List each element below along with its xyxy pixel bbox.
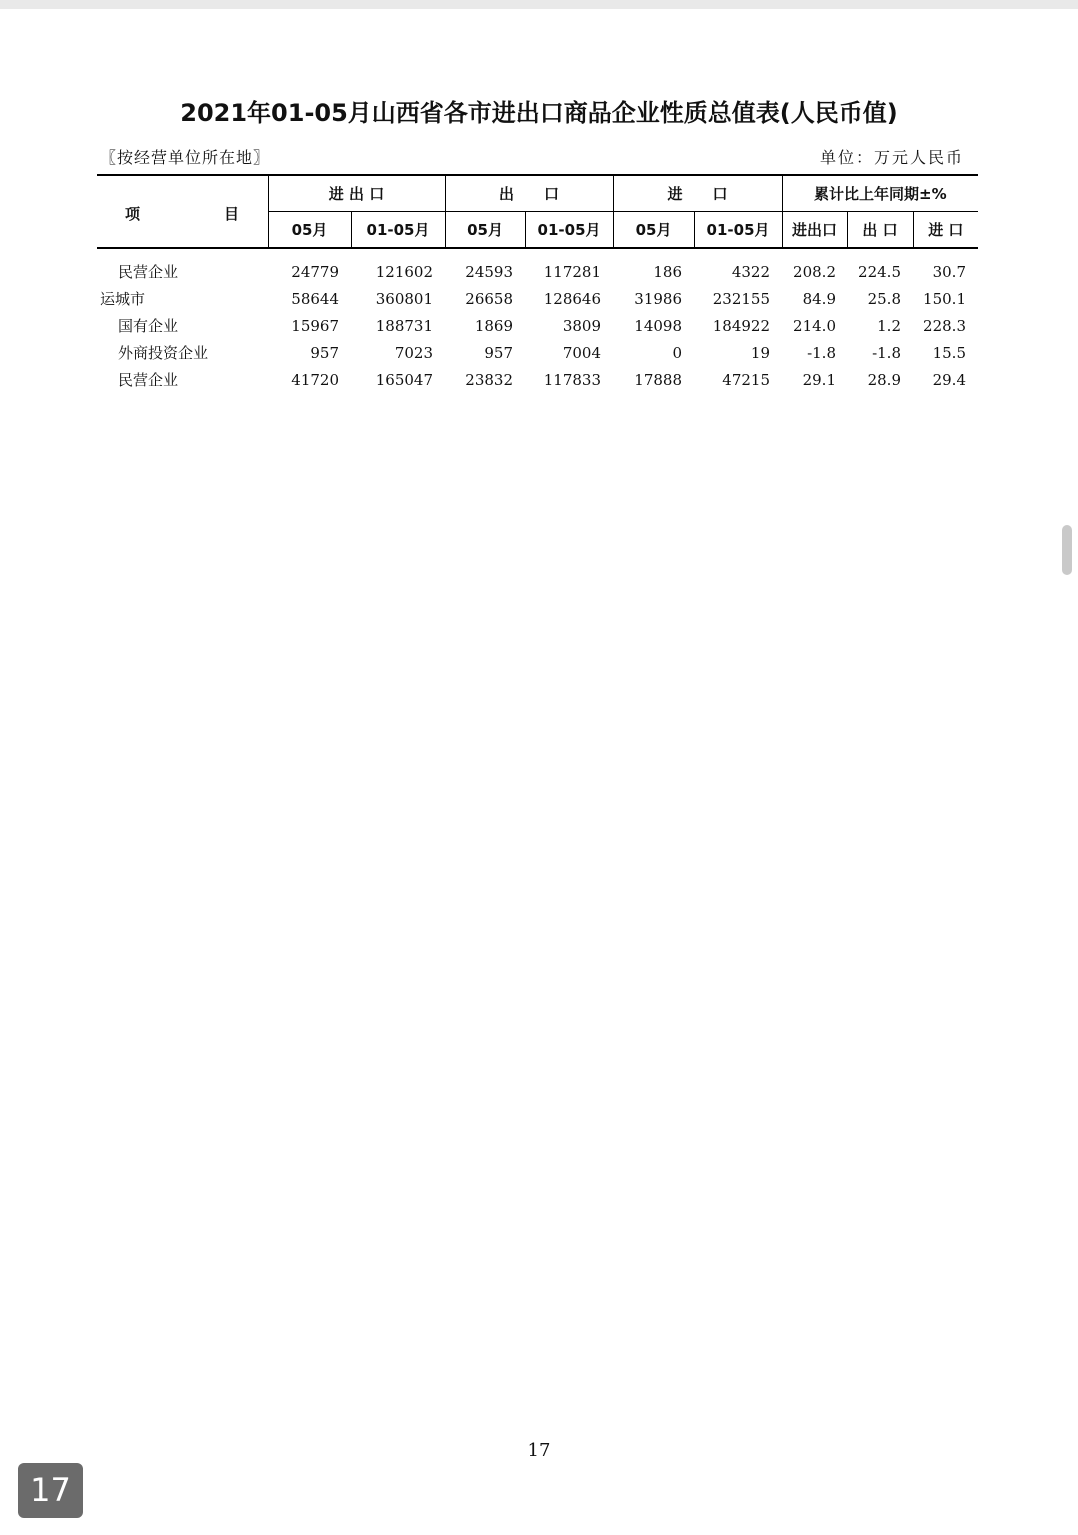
- table-cell: 224.5: [858, 262, 901, 281]
- header-group-yoy: 累计比上年同期±%: [782, 175, 978, 212]
- header-sub-col: 01-05月: [694, 212, 782, 249]
- table-cell: 128646: [543, 289, 601, 308]
- header-group-export: 出 口: [445, 175, 613, 212]
- table-cell: 186: [653, 262, 682, 281]
- table-cell: 121602: [375, 262, 433, 281]
- table-cell: 29.1: [802, 370, 836, 389]
- table-row: [97, 366, 978, 393]
- header-sub-col: 出 口: [847, 212, 913, 249]
- table-cell: 0: [672, 343, 682, 362]
- header-sub-col: 01-05月: [351, 212, 445, 249]
- table-cell: 58644: [291, 289, 339, 308]
- table-cell: 360801: [375, 289, 433, 308]
- top-bar: [0, 0, 1078, 9]
- header-item-cell: [97, 175, 268, 248]
- scrollbar-thumb[interactable]: [1062, 525, 1072, 575]
- table-cell: 14098: [634, 316, 682, 335]
- table-cell: 29.4: [932, 370, 966, 389]
- table-cell: 24593: [465, 262, 513, 281]
- data-table-body: [97, 258, 978, 393]
- table-cell: 25.8: [867, 289, 901, 308]
- table-cell: 26658: [465, 289, 513, 308]
- header-sub-col: 05月: [445, 212, 525, 249]
- header-item-a: 项: [125, 205, 141, 223]
- table-cell: 188731: [375, 316, 433, 335]
- header-sub-col: 进 口: [913, 212, 978, 249]
- table-row: [97, 312, 978, 339]
- table-header: [97, 174, 978, 249]
- page-title: 2021年01-05月山西省各市进出口商品企业性质总值表(人民币值): [180, 99, 898, 127]
- header-group-import: 进 口: [613, 175, 782, 212]
- table-row: [97, 258, 978, 285]
- table-row: [97, 285, 978, 312]
- table-cell: 228.3: [923, 316, 966, 335]
- table-cell: 30.7: [932, 262, 966, 281]
- header-sub-col: 进出口: [782, 212, 847, 249]
- table-cell: 24779: [291, 262, 339, 281]
- table-cell: 7004: [562, 343, 601, 362]
- header-group-trade: 进 出 口: [268, 175, 445, 212]
- table-cell: 208.2: [793, 262, 836, 281]
- table-cell: 41720: [291, 370, 339, 389]
- header-item-b: 目: [224, 205, 240, 223]
- header-sub-col: 05月: [613, 212, 694, 249]
- table-cell: 214.0: [793, 316, 836, 335]
- table-cell: 23832: [465, 370, 513, 389]
- table-cell: 28.9: [867, 370, 901, 389]
- header-sub-col: 01-05月: [525, 212, 613, 249]
- table-cell: 1.2: [877, 316, 901, 335]
- unit-note: 单位：万元人民币: [819, 148, 964, 167]
- table-cell: 31986: [634, 289, 682, 308]
- table-cell: 150.1: [923, 289, 966, 308]
- table-cell: 117833: [543, 370, 601, 389]
- table-cell: 957: [310, 343, 339, 362]
- table-cell: -1.8: [872, 343, 901, 362]
- row-label: 运城市: [100, 290, 146, 308]
- table-cell: 165047: [375, 370, 433, 389]
- table-cell: 957: [484, 343, 513, 362]
- page-indicator-badge[interactable]: 17: [18, 1463, 83, 1518]
- table-cell: 184922: [712, 316, 770, 335]
- row-label: 外商投资企业: [118, 344, 209, 362]
- table-cell: 17888: [634, 370, 682, 389]
- table-cell: 19: [750, 343, 770, 362]
- table-cell: -1.8: [807, 343, 836, 362]
- row-label: 民营企业: [118, 371, 179, 389]
- table-row: [97, 339, 978, 366]
- table-cell: 84.9: [802, 289, 836, 308]
- row-label: 国有企业: [118, 317, 179, 335]
- scope-note: 〖按经营单位所在地〗: [100, 148, 271, 167]
- table-cell: 232155: [712, 289, 770, 308]
- table-cell: 47215: [722, 370, 770, 389]
- table-cell: 15967: [291, 316, 339, 335]
- page-number: 17: [527, 1440, 551, 1461]
- header-sub-col: 05月: [268, 212, 351, 249]
- table-cell: 15.5: [932, 343, 966, 362]
- table-cell: 4322: [731, 262, 770, 281]
- row-label: 民营企业: [118, 263, 179, 281]
- table-cell: 1869: [474, 316, 513, 335]
- table-cell: 3809: [562, 316, 601, 335]
- table-cell: 7023: [394, 343, 433, 362]
- table-cell: 117281: [543, 262, 601, 281]
